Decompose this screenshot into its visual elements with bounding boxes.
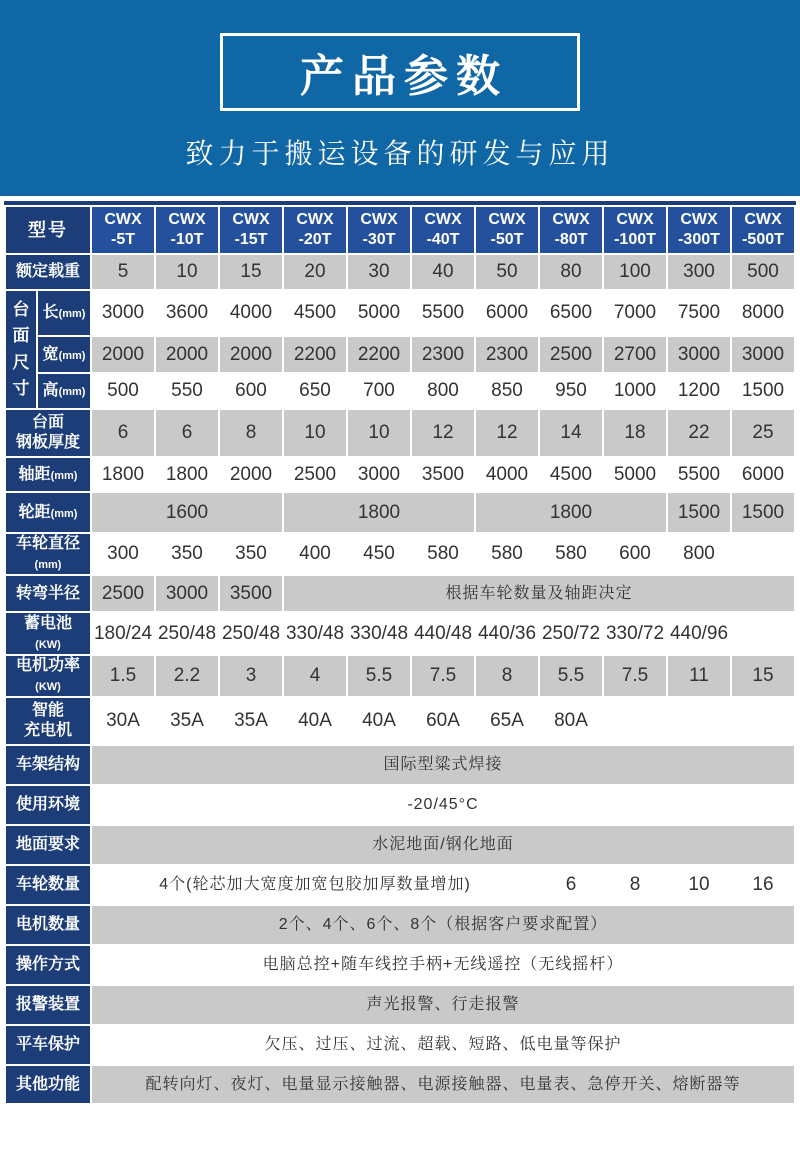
row-label: 车轮数量 [6, 866, 90, 904]
cell: 1500 [668, 493, 730, 532]
table-row [6, 255, 794, 289]
cell: 2500 [540, 337, 602, 372]
cell: 8 [604, 866, 666, 904]
cell: 4000 [476, 458, 538, 491]
top-banner [0, 0, 800, 196]
row-label: 高(mm) [38, 374, 90, 408]
cell: 650 [284, 374, 346, 408]
table-row [6, 458, 794, 491]
unit-label: (mm) [58, 386, 86, 398]
cell: 3500 [220, 576, 282, 611]
cell: 2500 [92, 576, 154, 611]
column-header: CWX -50T [476, 207, 538, 253]
cell: 2000 [220, 458, 282, 491]
cell: 80 [540, 255, 602, 289]
spec-table [4, 205, 796, 1105]
group-label: 台 面 尺 寸 [6, 291, 36, 408]
cell: 水泥地面/钢化地面 [92, 826, 794, 864]
cell: 500 [92, 374, 154, 408]
cell: 15 [732, 656, 794, 696]
table-row [6, 1026, 794, 1064]
cell: 5500 [668, 458, 730, 491]
row-label: 蓄电池 (KW) [6, 613, 90, 654]
cell: 1200 [668, 374, 730, 408]
cell: 250/48 [156, 613, 218, 654]
cell: 30 [348, 255, 410, 289]
cell: 5000 [348, 291, 410, 335]
column-header: CWX -10T [156, 207, 218, 253]
cell: -20/45°C [92, 786, 794, 824]
cell: 10 [156, 255, 218, 289]
cell: 3000 [732, 337, 794, 372]
header-row [6, 207, 794, 253]
cell: 300 [92, 534, 154, 574]
row-label: 轮距(mm) [6, 493, 90, 532]
cell: 300 [668, 255, 730, 289]
cell: 2200 [284, 337, 346, 372]
table-row [6, 866, 794, 904]
row-label: 台面 钢板厚度 [6, 410, 90, 456]
cell: 40A [348, 698, 410, 744]
cell: 600 [604, 534, 666, 574]
cell: 8 [476, 656, 538, 696]
column-header: CWX -5T [92, 207, 154, 253]
cell: 2300 [476, 337, 538, 372]
model-corner-header: 型号 [6, 207, 90, 253]
unit-label: (mm) [50, 507, 78, 520]
cell: 5.5 [348, 656, 410, 696]
cell: 欠压、过压、过流、超载、短路、低电量等保护 [92, 1026, 794, 1064]
row-label: 车轮直径 (mm) [6, 534, 90, 574]
table-row [6, 410, 794, 456]
unit-label: (KW) [35, 681, 61, 693]
cell: 3000 [156, 576, 218, 611]
row-label: 平车保护 [6, 1026, 90, 1064]
cell: 550 [156, 374, 218, 408]
table-row [6, 656, 794, 696]
cell: 1.5 [92, 656, 154, 696]
row-label: 宽(mm) [38, 337, 90, 372]
cell: 2200 [348, 337, 410, 372]
column-header: CWX -80T [540, 207, 602, 253]
table-row [6, 534, 794, 574]
cell: 6 [92, 410, 154, 456]
cell: 1800 [156, 458, 218, 491]
cell [732, 534, 794, 574]
row-label: 轴距(mm) [6, 458, 90, 491]
cell: 40A [284, 698, 346, 744]
cell: 2500 [284, 458, 346, 491]
cell: 2300 [412, 337, 474, 372]
cell: 6 [156, 410, 218, 456]
cell: 80A [540, 698, 602, 744]
cell: 1800 [92, 458, 154, 491]
cell: 800 [668, 534, 730, 574]
row-label: 操作方式 [6, 946, 90, 984]
page-title: 产品参数 [300, 52, 508, 101]
cell: 5 [92, 255, 154, 289]
cell [668, 698, 730, 744]
cell [732, 698, 794, 744]
cell: 10 [348, 410, 410, 456]
cell: 950 [540, 374, 602, 408]
cell: 800 [412, 374, 474, 408]
cell: 330/48 [284, 613, 346, 654]
unit-label: (mm) [50, 469, 78, 482]
row-label: 报警装置 [6, 986, 90, 1024]
row-label: 额定载重 [6, 255, 90, 289]
cell: 6000 [732, 458, 794, 491]
cell: 2个、4个、6个、8个（根据客户要求配置） [92, 906, 794, 944]
cell: 4个(轮芯加大宽度加宽包胶加厚数量增加) [92, 866, 538, 904]
cell: 1600 [92, 493, 282, 532]
row-label: 电机功率 (KW) [6, 656, 90, 696]
column-header: CWX -15T [220, 207, 282, 253]
cell: 5.5 [540, 656, 602, 696]
cell [604, 698, 666, 744]
cell: 10 [284, 410, 346, 456]
cell: 700 [348, 374, 410, 408]
cell: 1800 [476, 493, 666, 532]
row-label: 电机数量 [6, 906, 90, 944]
cell [732, 613, 794, 654]
cell: 3000 [668, 337, 730, 372]
row-label: 其他功能 [6, 1066, 90, 1103]
cell: 850 [476, 374, 538, 408]
cell: 3000 [348, 458, 410, 491]
row-label: 使用环境 [6, 786, 90, 824]
cell: 5000 [604, 458, 666, 491]
column-header: CWX -40T [412, 207, 474, 253]
cell: 4000 [220, 291, 282, 335]
cell: 1800 [284, 493, 474, 532]
unit-label: (KW) [35, 638, 61, 651]
table-row [6, 576, 794, 611]
cell: 3600 [156, 291, 218, 335]
table-row [6, 986, 794, 1024]
cell: 根据车轮数量及轴距决定 [284, 576, 794, 611]
table-row [6, 1066, 794, 1103]
cell: 3000 [92, 291, 154, 335]
title-box [220, 33, 580, 111]
table-row [6, 826, 794, 864]
cell: 22 [668, 410, 730, 456]
cell: 5500 [412, 291, 474, 335]
page-subtitle: 致力于搬运设备的研发与应用 [185, 138, 615, 169]
cell: 40 [412, 255, 474, 289]
unit-label: (mm) [34, 559, 62, 571]
cell: 65A [476, 698, 538, 744]
cell: 1000 [604, 374, 666, 408]
row-label: 转弯半径 [6, 576, 90, 611]
cell: 330/72 [604, 613, 666, 654]
table-row [6, 746, 794, 784]
column-header: CWX -500T [732, 207, 794, 253]
cell: 2000 [220, 337, 282, 372]
cell: 4500 [540, 458, 602, 491]
table-row [6, 786, 794, 824]
cell: 250/48 [220, 613, 282, 654]
cell: 440/96 [668, 613, 730, 654]
cell: 1500 [732, 493, 794, 532]
cell: 60A [412, 698, 474, 744]
cell: 2700 [604, 337, 666, 372]
cell: 7500 [668, 291, 730, 335]
cell: 电脑总控+随车线控手柄+无线遥控（无线摇杆） [92, 946, 794, 984]
cell: 440/48 [412, 613, 474, 654]
column-header: CWX -300T [668, 207, 730, 253]
cell: 250/72 [540, 613, 602, 654]
table-row [6, 493, 794, 532]
table-row [6, 698, 794, 744]
cell: 580 [476, 534, 538, 574]
cell: 18 [604, 410, 666, 456]
cell: 配转向灯、夜灯、电量显示接触器、电源接触器、电量表、急停开关、熔断器等 [92, 1066, 794, 1103]
cell: 6000 [476, 291, 538, 335]
unit-label: (mm) [58, 308, 86, 320]
cell: 2000 [156, 337, 218, 372]
row-label: 车架结构 [6, 746, 90, 784]
cell: 580 [540, 534, 602, 574]
row-label: 智能 充电机 [6, 698, 90, 744]
cell: 330/48 [348, 613, 410, 654]
cell: 500 [732, 255, 794, 289]
spec-table-wrap [4, 201, 796, 1105]
cell: 6 [540, 866, 602, 904]
cell: 7.5 [412, 656, 474, 696]
cell: 180/24 [92, 613, 154, 654]
cell: 8000 [732, 291, 794, 335]
cell: 12 [412, 410, 474, 456]
cell: 3 [220, 656, 282, 696]
cell: 2.2 [156, 656, 218, 696]
cell: 50 [476, 255, 538, 289]
cell: 25 [732, 410, 794, 456]
cell: 350 [156, 534, 218, 574]
cell: 3500 [412, 458, 474, 491]
cell: 580 [412, 534, 474, 574]
cell: 350 [220, 534, 282, 574]
table-row [6, 374, 794, 408]
column-header: CWX -30T [348, 207, 410, 253]
cell: 6500 [540, 291, 602, 335]
cell: 7.5 [604, 656, 666, 696]
cell: 11 [668, 656, 730, 696]
cell: 440/36 [476, 613, 538, 654]
cell: 10 [668, 866, 730, 904]
cell: 4500 [284, 291, 346, 335]
cell: 30A [92, 698, 154, 744]
cell: 16 [732, 866, 794, 904]
table-row [6, 613, 794, 654]
table-row [6, 337, 794, 372]
cell: 声光报警、行走报警 [92, 986, 794, 1024]
cell: 600 [220, 374, 282, 408]
table-row [6, 291, 794, 335]
cell: 8 [220, 410, 282, 456]
cell: 400 [284, 534, 346, 574]
table-row [6, 906, 794, 944]
cell: 1500 [732, 374, 794, 408]
cell: 100 [604, 255, 666, 289]
cell: 20 [284, 255, 346, 289]
table-row [6, 946, 794, 984]
cell: 12 [476, 410, 538, 456]
cell: 2000 [92, 337, 154, 372]
row-label: 地面要求 [6, 826, 90, 864]
cell: 4 [284, 656, 346, 696]
cell: 450 [348, 534, 410, 574]
unit-label: (mm) [58, 349, 86, 362]
row-label: 长(mm) [38, 291, 90, 335]
column-header: CWX -100T [604, 207, 666, 253]
cell: 35A [156, 698, 218, 744]
cell: 14 [540, 410, 602, 456]
cell: 35A [220, 698, 282, 744]
column-header: CWX -20T [284, 207, 346, 253]
cell: 7000 [604, 291, 666, 335]
cell: 国际型粱式焊接 [92, 746, 794, 784]
cell: 15 [220, 255, 282, 289]
